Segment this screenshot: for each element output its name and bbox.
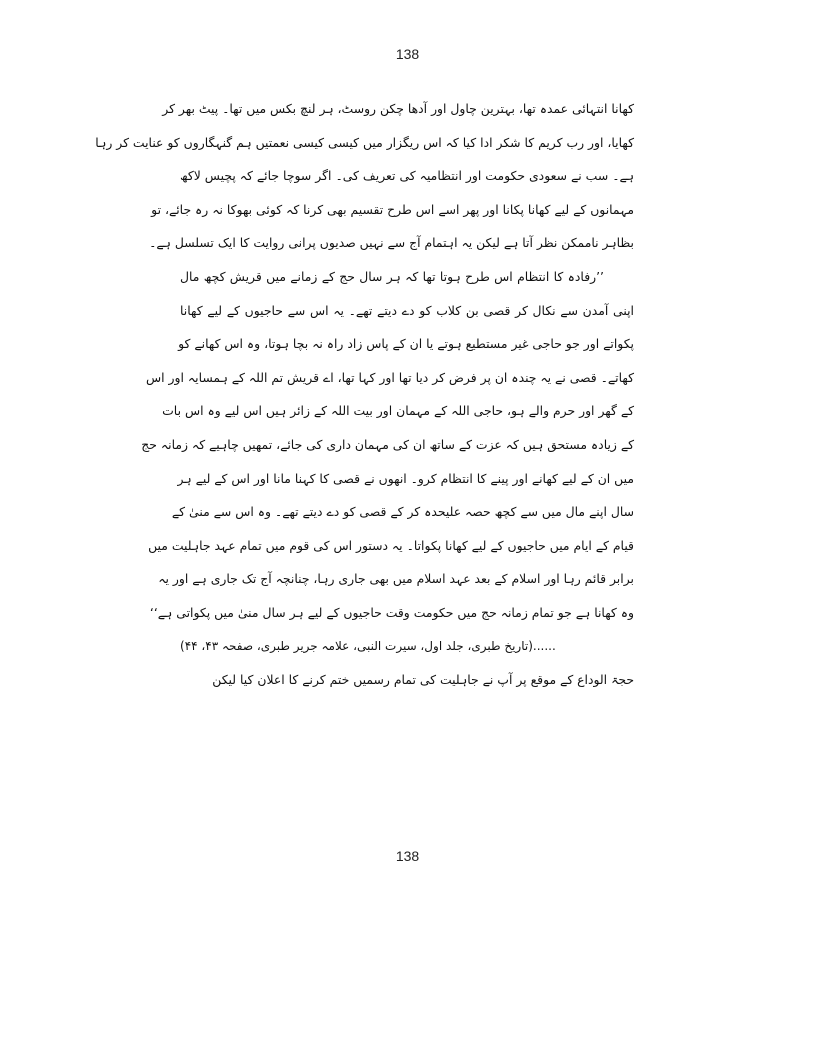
quote-line: اپنی آمدن سے نکال کر قصی بن کلاب کو دے دیتے تھے۔ یہ اس سے حاجیوں کے لیے کھانا bbox=[180, 302, 634, 318]
quote-line: میں ان کے لیے کھانے اور پینے کا انتظام کرو۔ انھوں نے قصی کا کہنا مانا اور اس کے لیے ہر bbox=[177, 470, 634, 486]
quote-line: وہ کھانا ہے جو تمام زمانہ حج میں حکومت وقت حاجیوں کے لیے ہر سال منیٰ میں پکواتی ہے‘‘ bbox=[149, 604, 634, 620]
text-line: مہمانوں کے لیے کھانا پکانا اور پھر اسے اس طرح تقسیم بھی کرنا کہ کوئی بھوکا نہ رہ جائے، تو bbox=[151, 201, 634, 217]
page-number-bottom: 138 bbox=[395, 848, 420, 864]
text-line: کھانا انتہائی عمدہ تھا، بہترین چاول اور آدھا چکن روسٹ، ہر لنچ بکس میں تھا۔ پیٹ بھر کر bbox=[162, 101, 634, 116]
document-body bbox=[95, 92, 634, 697]
text-line: حجۃ الوداع کے موقع پر آپ نے جاہلیت کی تمام رسمیں ختم کرنے کا اعلان کیا لیکن bbox=[212, 672, 634, 688]
quote-line: پکواتے اور جو حاجی غیر مستطیع ہوتے یا ان کے پاس زاد راہ نہ بچا ہوتا، وہ اس کھانے کو bbox=[178, 336, 634, 352]
text-line: بظاہر ناممکن نظر آتا ہے لیکن یہ اہتمام آج سے نہیں صدیوں پرانی روایت کا ایک تسلسل ہے۔ bbox=[149, 235, 634, 251]
page-number-top: 138 bbox=[395, 46, 420, 62]
text-line: کھایا، اور رب کریم کا شکر ادا کیا کہ اس ریگزار میں کیسی کیسی نعمتیں ہم گنہگاروں کو عنایت کر رہا bbox=[95, 134, 634, 150]
quote-line: کے زیادہ مستحق ہیں کہ عزت کے ساتھ ان کی مہمان داری کی جائے، تمھیں چاہیے کہ زمانہ حج bbox=[141, 436, 634, 452]
quote-line: کے گھر اور حرم والے ہو، حاجی اللہ کے مہمان اور بیت اللہ کے زائر ہیں اس لیے وہ اس بات bbox=[162, 403, 634, 419]
quote-line: ’’رفادہ کا انتظام اس طرح ہوتا تھا کہ ہر سال حج کے زمانے میں قریش کچھ مال bbox=[180, 268, 604, 284]
quote-line: برابر قائم رہا اور اسلام کے بعد عہد اسلام میں بھی جاری رہا، چنانچہ آج تک جاری ہے اور یہ bbox=[158, 571, 634, 587]
quote-line: سال اپنے مال میں سے کچھ حصہ علیحدہ کر کے قصی کو دے دیتے تھے۔ وہ اس سے منیٰ کے bbox=[171, 504, 634, 520]
text-line: ہے۔ سب نے سعودی حکومت اور انتظامیہ کی تعریف کی۔ اگر سوچا جائے کہ پچیس لاکھ bbox=[180, 168, 634, 184]
citation: ......(تاریخ طبری، جلد اول، سیرت النبی، علامہ جریر طبری، صفحہ ۴۳، ۴۴) bbox=[180, 638, 556, 653]
quote-line: قیام کے ایام میں حاجیوں کے لیے کھانا پکواتا۔ یہ دستور اس کی قوم میں تمام عہد جاہلیت میں bbox=[148, 537, 634, 553]
quote-line: کھاتے۔ قصی نے یہ چندہ ان پر فرض کر دیا تھا اور کہا تھا، اے قریش تم اللہ کے ہمسایہ اور اس bbox=[146, 369, 634, 385]
